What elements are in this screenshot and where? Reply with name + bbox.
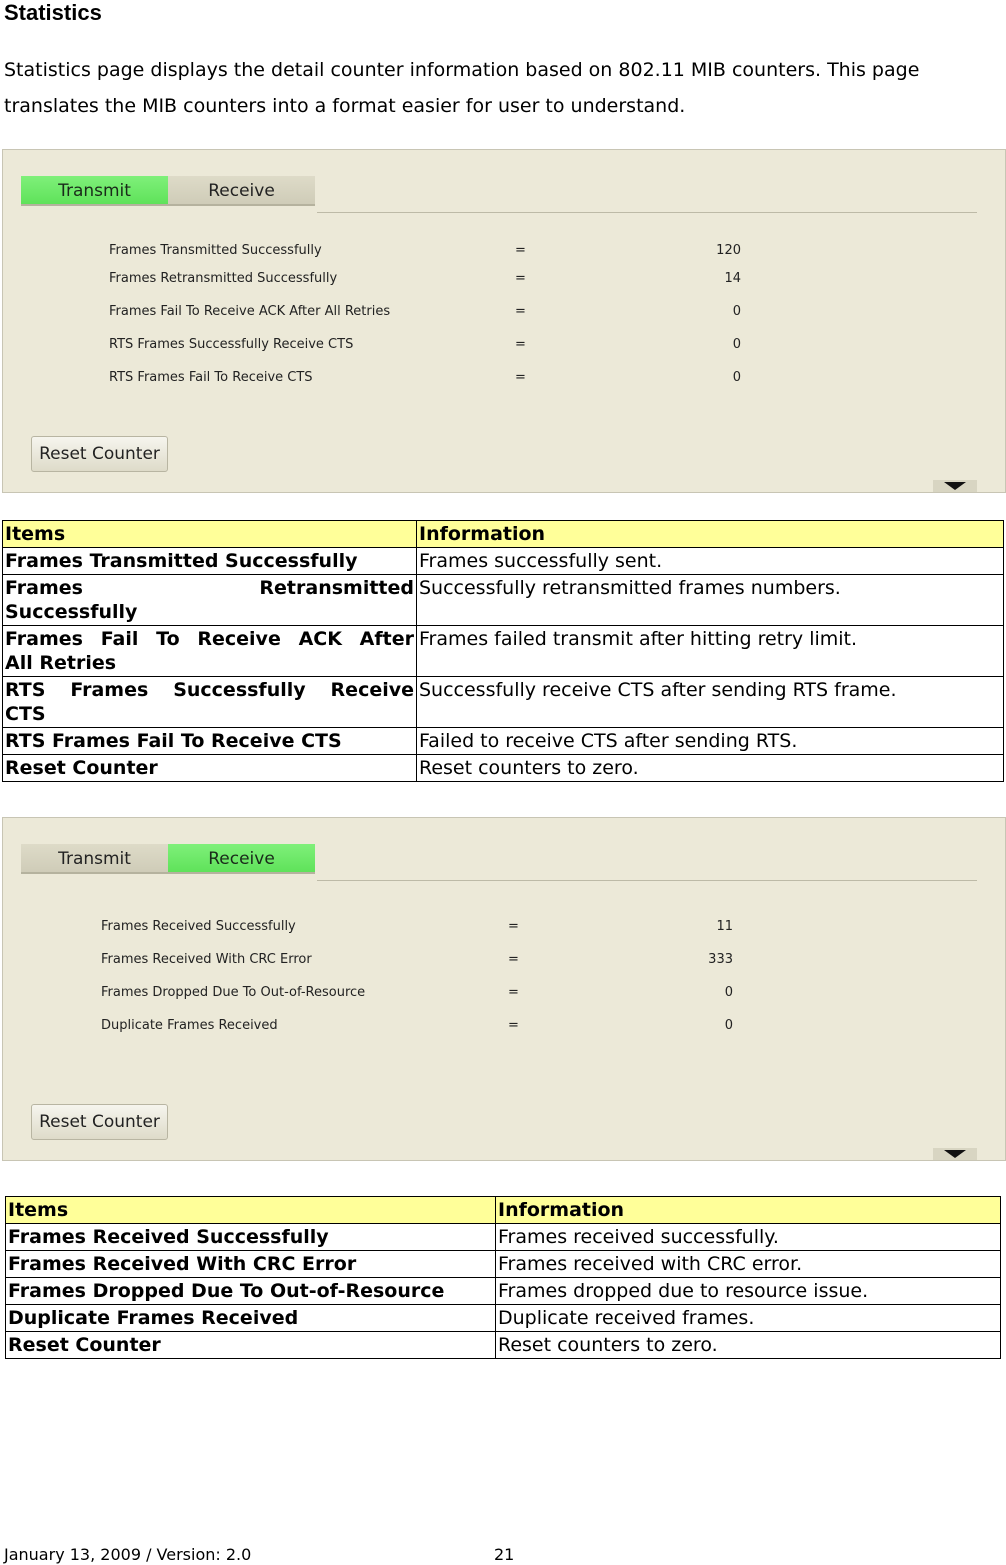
intro-paragraph — [4, 52, 1006, 124]
table-header-row — [6, 1197, 1001, 1224]
table-header-row — [3, 521, 1004, 548]
stat-value: 333 — [708, 952, 733, 967]
stat-equals: = — [508, 1018, 519, 1033]
statistics-tabs — [21, 844, 317, 874]
item-cell: Reset Counter — [3, 755, 417, 782]
stat-equals: = — [515, 337, 526, 352]
stat-row — [3, 335, 1006, 355]
stat-label: Frames Fail To Receive ACK After All Retries — [109, 304, 391, 319]
stat-value: 120 — [716, 243, 741, 258]
info-cell: Duplicate received frames. — [496, 1305, 1001, 1332]
table-row — [6, 1305, 1001, 1332]
info-cell: Frames dropped due to resource issue. — [496, 1278, 1001, 1305]
tab-receive[interactable]: Receive — [168, 844, 315, 874]
item-line: Successfully — [5, 601, 138, 623]
table-row — [3, 728, 1004, 755]
page-heading: Statistics — [4, 0, 102, 25]
item-cell: Duplicate Frames Received — [6, 1305, 496, 1332]
info-cell: Frames received with CRC error. — [496, 1251, 1001, 1278]
stat-row — [3, 368, 1006, 388]
transmit-items-table — [2, 520, 1004, 782]
table-row — [3, 755, 1004, 782]
item-line: Frames Fail To Receive ACK After — [5, 628, 414, 650]
table-row — [3, 548, 1004, 575]
reset-counter-button[interactable]: Reset Counter — [31, 1104, 168, 1140]
tab-transmit[interactable]: Transmit — [21, 176, 168, 206]
table-row — [3, 626, 1004, 677]
stat-value: 11 — [716, 919, 733, 934]
tab-receive[interactable]: Receive — [168, 176, 315, 206]
intro-line-1: Statistics page displays the detail counter information based on 802.11 MIB counters. This page — [4, 59, 920, 81]
item-line: CTS — [5, 703, 46, 725]
table-row — [3, 575, 1004, 626]
triangle-down-icon — [944, 1150, 966, 1158]
stat-label: Frames Dropped Due To Out-of-Resource — [101, 985, 366, 1000]
stat-equals: = — [508, 985, 519, 1000]
info-cell: Reset counters to zero. — [496, 1332, 1001, 1359]
scroll-down-control[interactable] — [933, 1148, 977, 1160]
item-cell: Frames Received With CRC Error — [6, 1251, 496, 1278]
item-line: Frames Retransmitted — [5, 577, 414, 599]
header-items: Items — [6, 1197, 496, 1224]
stat-equals: = — [515, 243, 526, 258]
stat-value: 0 — [724, 1018, 733, 1033]
stat-label: Frames Received With CRC Error — [101, 952, 312, 967]
triangle-down-icon — [944, 482, 966, 490]
intro-line-2: translates the MIB counters into a format easier for user to understand. — [4, 95, 686, 117]
header-items: Items — [3, 521, 417, 548]
scroll-down-control[interactable] — [933, 480, 977, 492]
stat-row — [3, 241, 1006, 261]
stat-equals: = — [515, 370, 526, 385]
footer-date-version: January 13, 2009 / Version: 2.0 — [4, 1545, 252, 1564]
stat-equals: = — [508, 919, 519, 934]
stat-value: 0 — [732, 304, 741, 319]
receive-items-table — [5, 1196, 1001, 1359]
transmit-statistics-panel — [2, 149, 1006, 493]
table-row — [6, 1278, 1001, 1305]
stat-label: Duplicate Frames Received — [101, 1018, 278, 1033]
stat-label: Frames Received Successfully — [101, 919, 296, 934]
stat-equals: = — [515, 304, 526, 319]
stat-value: 14 — [724, 271, 741, 286]
item-cell: Reset Counter — [6, 1332, 496, 1359]
tab-divider-line — [317, 880, 977, 881]
item-cell — [3, 677, 417, 728]
info-cell: Frames failed transmit after hitting retry limit. — [417, 626, 1004, 677]
item-line: All Retries — [5, 652, 117, 674]
item-cell — [3, 626, 417, 677]
footer-page-number: 21 — [494, 1545, 515, 1564]
stat-value: 0 — [732, 337, 741, 352]
stat-row — [3, 917, 1006, 937]
info-cell: Frames received successfully. — [496, 1224, 1001, 1251]
tab-transmit[interactable]: Transmit — [21, 844, 168, 874]
stat-label: RTS Frames Fail To Receive CTS — [109, 370, 313, 385]
table-row — [6, 1251, 1001, 1278]
item-line: RTS Frames Successfully Receive — [5, 679, 414, 701]
table-row — [3, 677, 1004, 728]
receive-statistics-panel — [2, 817, 1006, 1161]
item-cell — [3, 575, 417, 626]
stat-label: Frames Transmitted Successfully — [109, 243, 322, 258]
table-row — [6, 1224, 1001, 1251]
stat-row — [3, 302, 1006, 322]
item-cell: Frames Dropped Due To Out-of-Resource — [6, 1278, 496, 1305]
item-cell: Frames Received Successfully — [6, 1224, 496, 1251]
stat-label: RTS Frames Successfully Receive CTS — [109, 337, 354, 352]
info-cell: Successfully receive CTS after sending RTS frame. — [417, 677, 1004, 728]
item-cell: Frames Transmitted Successfully — [3, 548, 417, 575]
stat-row — [3, 269, 1006, 289]
info-cell: Failed to receive CTS after sending RTS. — [417, 728, 1004, 755]
header-information: Information — [496, 1197, 1001, 1224]
stat-row — [3, 950, 1006, 970]
header-information: Information — [417, 521, 1004, 548]
info-cell: Successfully retransmitted frames numbers. — [417, 575, 1004, 626]
info-cell: Reset counters to zero. — [417, 755, 1004, 782]
stat-equals: = — [515, 271, 526, 286]
stat-value: 0 — [724, 985, 733, 1000]
reset-counter-button[interactable]: Reset Counter — [31, 436, 168, 472]
stat-row — [3, 983, 1006, 1003]
stat-label: Frames Retransmitted Successfully — [109, 271, 338, 286]
stat-value: 0 — [732, 370, 741, 385]
statistics-tabs — [21, 176, 317, 206]
tab-divider-line — [317, 212, 977, 213]
stat-equals: = — [508, 952, 519, 967]
stat-row — [3, 1016, 1006, 1036]
item-cell: RTS Frames Fail To Receive CTS — [3, 728, 417, 755]
table-row — [6, 1332, 1001, 1359]
info-cell: Frames successfully sent. — [417, 548, 1004, 575]
